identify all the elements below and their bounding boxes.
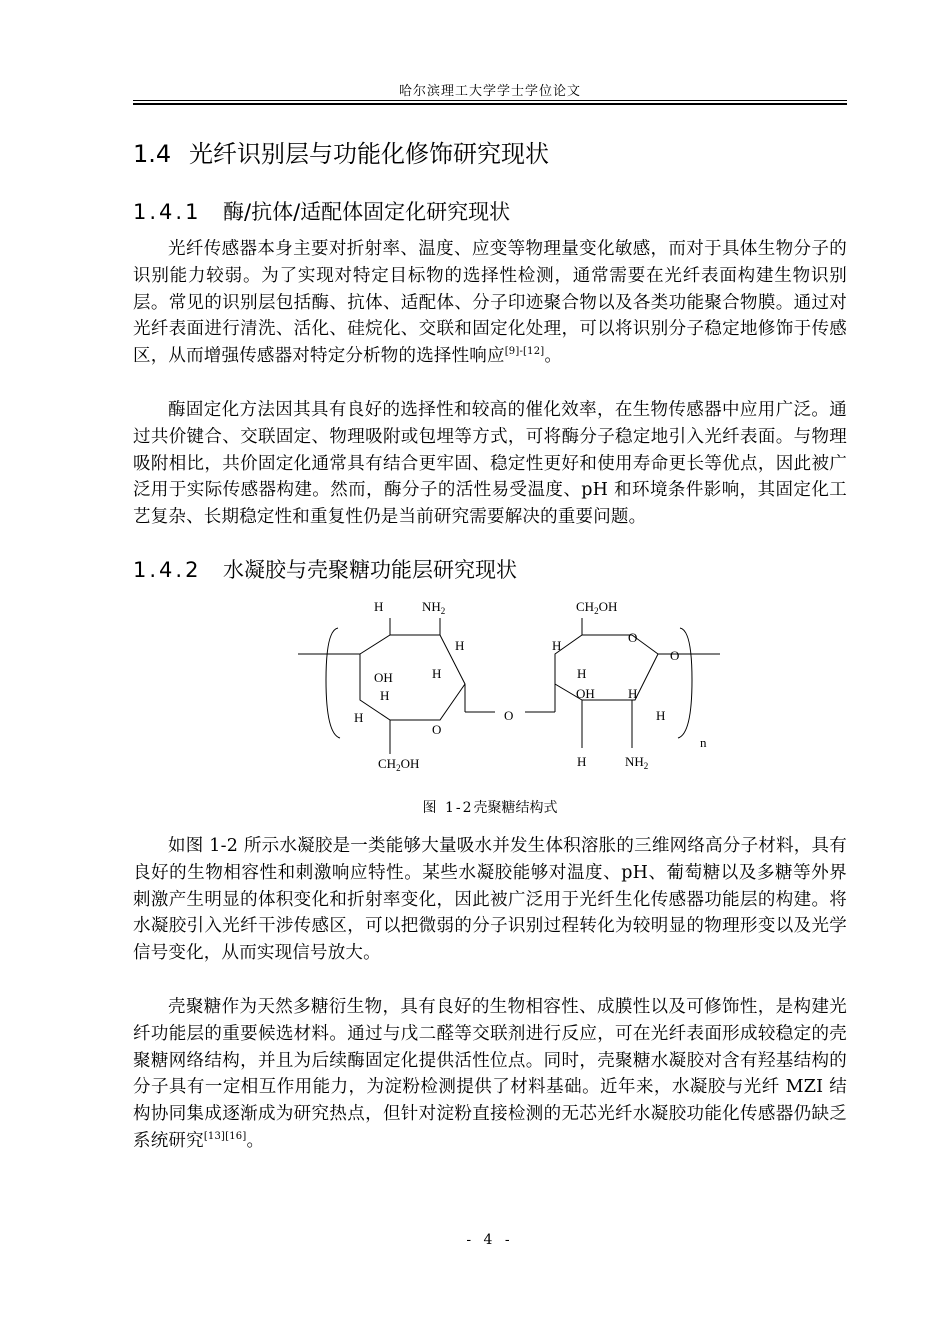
citation-13-16: [13][16] [203, 1131, 247, 1143]
figure-caption-text: 壳聚糖结构式 [473, 800, 558, 816]
chitosan-structure-diagram [290, 590, 720, 780]
label-n-repeat: n [700, 735, 707, 750]
subsection-2-number: 1.4.2 [133, 558, 202, 582]
label-o-bridge: O [504, 708, 514, 723]
label-h-right-ring-3: H [628, 686, 638, 701]
label-h-left-ring-2: H [432, 666, 442, 681]
header-rule-thick [133, 103, 847, 105]
label-h-right-ring-1: H [552, 638, 562, 653]
label-h-right-bottom: H [577, 754, 587, 769]
paragraph-1-end: 。 [544, 346, 563, 367]
paragraph-4-end: 。 [246, 1130, 265, 1151]
paragraph-4 [133, 994, 847, 1155]
section-number: 1.4 [133, 140, 172, 168]
label-ch2oh-bottom: $CH_2OH$ [378, 756, 420, 773]
label-h-left-ring-3: H [380, 688, 390, 703]
subsection-heading-1 [133, 196, 510, 226]
subsection-heading-2 [133, 554, 517, 584]
section-title: 光纤识别层与功能化修饰研究现状 [189, 140, 549, 168]
paragraph-3: 如图 1-2 所示水凝胶是一类能够大量吸水并发生体积溶胀的三维网络高分子材料，具有良好的生物相容性和刺激响应特性。某些水凝胶能够对温度、pH、葡萄糖以及多糖等外界刺激产生明显的体积变化和折射率变化，因此被广泛用于光纤生化传感器功能层的构建。将水凝胶引入光纤干涉传感区，可以把微弱的分子识别过程转化为较明显的物理形变以及光学信号变化，从而实现信号放大。 [133, 836, 847, 964]
label-o-left-ring: O [432, 722, 442, 737]
running-head: 哈尔滨理工大学学士学位论文 [398, 84, 581, 99]
label-h-top-left: H [374, 599, 384, 614]
label-nh2-bottom: $NH_2$ [625, 754, 649, 771]
chitosan-structure-figure [290, 590, 720, 780]
ring-right [555, 635, 658, 700]
label-h-right-ring-2: H [577, 666, 587, 681]
label-oh-left: OH [374, 670, 393, 685]
label-nh2-top: $NH_2$ [422, 599, 446, 616]
right-bracket [678, 628, 692, 738]
figure-caption-label: 图 1-2 [422, 800, 474, 816]
section-heading [133, 134, 549, 169]
label-oh-right: OH [576, 686, 595, 701]
subsection-2-title: 水凝胶与壳聚糖功能层研究现状 [223, 558, 517, 582]
paragraph-2: 酶固定化方法因其具有良好的选择性和较高的催化效率，在生物传感器中应用广泛。通过共价键合、交联固定、物理吸附或包埋等方式，可将酶分子稳定地引入光纤表面。与物理吸附相比，共价固定化通常具有结合更牢固、稳定性更好和使用寿命更长等优点，因此被广泛用于实际传感器构建。然而，酶分子的活性易受温度、pH 和环境条件影响，其固定化工艺复杂、长期稳定性和重复性仍是当前研究需要解决的重要问题。 [133, 400, 847, 528]
label-ch2oh-top: $CH_2OH$ [576, 599, 618, 616]
citation-9-12: [9]-[12] [504, 346, 545, 358]
paragraph-1 [133, 236, 847, 370]
label-o-right-ring: O [628, 630, 638, 645]
label-o-chain-right: O [670, 648, 680, 663]
paragraph-4-text: 壳聚糖作为天然多糖衍生物，具有良好的生物相容性、成膜性以及可修饰性，是构建光纤功能层的重要候选材料。通过与戊二醛等交联剂进行反应，可在光纤表面形成较稳定的壳聚糖网络结构，并且为后续酶固定化提供活性位点。同时，壳聚糖水凝胶对含有羟基结构的分子具有一定相互作用能力，为淀粉检测提供了材料基础。近年来，水凝胶与光纤 MZI 结构协同集成逐渐成为研究热点，但针对淀粉直接检测的无芯光纤水凝胶功能化传感器仍缺乏系统研究 [133, 997, 847, 1151]
left-bracket [326, 628, 340, 738]
figure-caption [133, 797, 847, 817]
header-rule-thin [133, 100, 847, 101]
subsection-1-number: 1.4.1 [133, 200, 202, 224]
subsection-1-title: 酶/抗体/适配体固定化研究现状 [223, 200, 511, 224]
label-h-left-ring-1: H [455, 638, 465, 653]
label-h-left-ring-4: H [354, 710, 364, 725]
paragraph-1-text: 光纤传感器本身主要对折射率、温度、应变等物理量变化敏感，而对于具体生物分子的识别能力较弱。为了实现对特定目标物的选择性检测，通常需要在光纤表面构建生物识别层。常见的识别层包括酶、抗体、适配体、分子印迹聚合物以及各类功能聚合物膜。通过对光纤表面进行清洗、活化、硅烷化、交联和固定化处理，可以将识别分子稳定地修饰于传感区，从而增强传感器对特定分析物的选择性响应 [133, 239, 847, 367]
page-number: - 4 - [466, 1232, 514, 1248]
label-h-right-ring-4: H [656, 708, 666, 723]
